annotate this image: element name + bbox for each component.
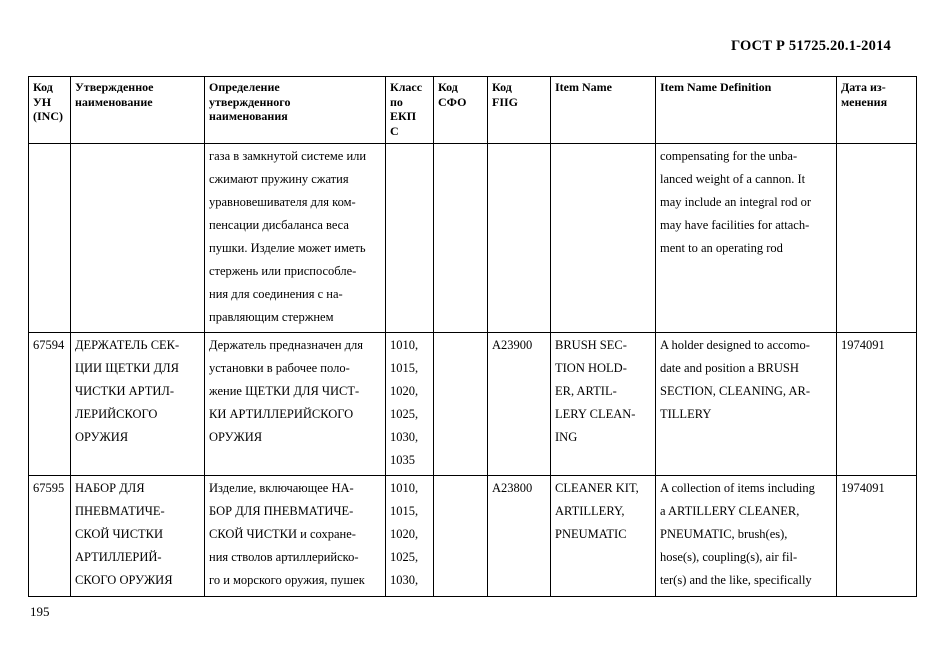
cell-date: 1974091	[837, 476, 917, 597]
cell-item-definition: compensating for the unba- lanced weight of a cannon. It may include an integral rod or may have facilities for attach- ment to an operating rod	[656, 144, 837, 333]
cell-item-name: CLEANER KIT, ARTILLERY, PNEUMATIC	[551, 476, 656, 597]
cell-class	[386, 144, 434, 333]
cell-inc	[29, 144, 71, 333]
cell-sfo	[434, 333, 488, 476]
cell-approved-name: НАБОР ДЛЯ ПНЕВМАТИЧЕ- СКОЙ ЧИСТКИ АРТИЛЛЕРИЙ- СКОГО ОРУЖИЯ	[71, 476, 205, 597]
col-header-item-definition: Item Name Definition	[656, 77, 837, 144]
col-header-class: Класс по ЕКП С	[386, 77, 434, 144]
col-header-approved-name: Утвержденное наименование	[71, 77, 205, 144]
cell-item-name: BRUSH SEC- TION HOLD- ER, ARTIL- LERY CLEAN- ING	[551, 333, 656, 476]
cell-item-name	[551, 144, 656, 333]
cell-fiig: A23800	[488, 476, 551, 597]
col-header-item-name: Item Name	[551, 77, 656, 144]
cell-inc: 67594	[29, 333, 71, 476]
cell-sfo	[434, 144, 488, 333]
cell-sfo	[434, 476, 488, 597]
col-header-inc: Код УН (INC)	[29, 77, 71, 144]
table-header-row	[29, 77, 917, 144]
cell-class: 1010, 1015, 1020, 1025, 1030,	[386, 476, 434, 597]
table-row	[29, 476, 917, 597]
cell-fiig	[488, 144, 551, 333]
cell-approved-name: ДЕРЖАТЕЛЬ СЕК- ЦИИ ЩЕТКИ ДЛЯ ЧИСТКИ АРТИЛ- ЛЕРИЙСКОГО ОРУЖИЯ	[71, 333, 205, 476]
cell-item-definition: A collection of items including a ARTILLERY CLEANER, PNEUMATIC, brush(es), hose(s), coupling(s), air fil- ter(s) and the like, specifically	[656, 476, 837, 597]
cell-fiig: A23900	[488, 333, 551, 476]
table-row	[29, 333, 917, 476]
cell-date	[837, 144, 917, 333]
cell-approved-name	[71, 144, 205, 333]
classifier-table	[28, 76, 917, 597]
col-header-fiig: Код FIIG	[488, 77, 551, 144]
page-number: 195	[30, 604, 50, 619]
col-header-definition: Определение утвержденного наименования	[205, 77, 386, 144]
cell-definition: газа в замкнутой системе или сжимают пружину сжатия уравновешивателя для ком- пенсации дисбаланса веса пушки. Изделие может иметь стержень или приспособле- ния для соединения с на- правляющим стержнем	[205, 144, 386, 333]
table-row	[29, 144, 917, 333]
cell-definition: Изделие, включающее НА- БОР ДЛЯ ПНЕВМАТИЧЕ- СКОЙ ЧИСТКИ и сохране- ния стволов артиллерийско- го и морского оружия, пушек	[205, 476, 386, 597]
cell-item-definition: A holder designed to accomo- date and position a BRUSH SECTION, CLEANING, AR- TILLERY	[656, 333, 837, 476]
cell-date: 1974091	[837, 333, 917, 476]
col-header-date: Дата из- менения	[837, 77, 917, 144]
cell-definition: Держатель предназначен для установки в рабочее поло- жение ЩЕТКИ ДЛЯ ЧИСТ- КИ АРТИЛЛЕРИЙСКОГО ОРУЖИЯ	[205, 333, 386, 476]
col-header-sfo: Код СФО	[434, 77, 488, 144]
document-header-standard: ГОСТ Р 51725.20.1-2014	[730, 38, 891, 54]
cell-inc: 67595	[29, 476, 71, 597]
cell-class: 1010, 1015, 1020, 1025, 1030, 1035	[386, 333, 434, 476]
